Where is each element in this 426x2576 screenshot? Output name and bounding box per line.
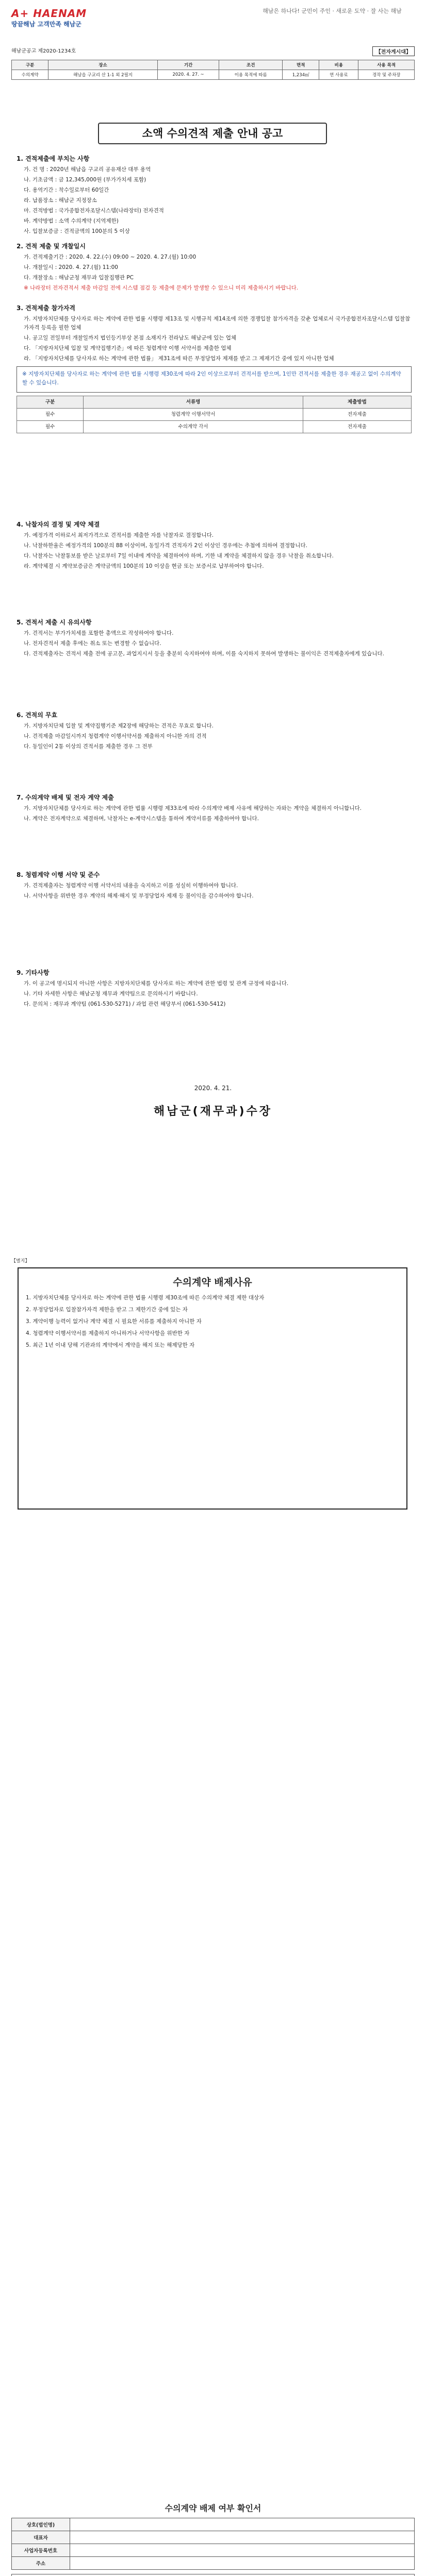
section-line: 가. 이 공고에 명시되지 아니한 사항은 지방자치단체를 당사자로 하는 계약에 관한 법령 및 관계 규정에 따릅니다. (24, 980, 289, 987)
form-label: 상호(법인명) (12, 2518, 70, 2531)
info-header: 장소 (48, 60, 157, 70)
meta-line (11, 46, 415, 57)
section-line: 나. 기초금액 : 금 12,345,000원 (부가가치세 포함) (24, 177, 146, 183)
doc-header: 서류명 (84, 396, 303, 409)
announcement-date: 2020. 4. 21. (194, 1084, 232, 1092)
section-line: 다. 개찰장소 : 해남군청 재무과 입찰집행관 PC (24, 275, 134, 281)
section-line: 라. 계약체결 시 계약보증금은 계약금액의 100분의 10 이상을 현금 또는 보증서로 납부하여야 합니다. (24, 563, 264, 569)
section-line: 다. 낙찰자는 낙찰통보를 받은 날로부터 7일 이내에 계약을 체결하여야 하며, 기한 내 계약을 체결하지 않을 경우 낙찰을 취소합니다. (24, 553, 334, 559)
section-line: 가. 지방자치단체 입찰 및 계약집행기준 제2장에 해당하는 견적은 무효로 합니다. (24, 723, 214, 729)
notice-text: ※ 지방자치단체를 당사자로 하는 계약에 관한 법률 시행령 제30조에 따라 2인 이상으로부터 견적서를 받으며, 1인만 견적서를 제출한 경우 재공고 없이 수의계약할 수 있습니다. (22, 371, 401, 386)
section-3 (17, 304, 412, 437)
section-8 (17, 871, 412, 902)
section-line: 가. 지방자치단체를 당사자로 하는 계약에 관한 법률 시행령 제33조에 따라 수의계약 배제 사유에 해당하는 자와는 계약을 체결하지 아니합니다. (24, 805, 362, 811)
section-heading: 3. 견적제출 참가자격 (17, 304, 76, 312)
confirmation-form (11, 2499, 415, 2576)
section-line: 가. 예정가격 이하로서 최저가격으로 견적서를 제출한 자를 낙찰자로 결정합니다. (24, 532, 214, 538)
doc-cell: 필수 (17, 421, 84, 433)
form-label: 대표자 (12, 2531, 70, 2544)
notice-box (17, 366, 412, 393)
info-cell: 1,234㎡ (283, 70, 319, 80)
announcement-number: 해남군공고 제2020-1234호 (11, 48, 76, 54)
section-5 (17, 618, 412, 660)
document-table (17, 396, 412, 433)
info-cell: 이용 목적에 따름 (219, 70, 283, 80)
section-line: 가. 견적제출기간 : 2020. 4. 22.(수) 09:00 ~ 2020. 4. 27.(월) 10:00 (24, 254, 196, 260)
section-line: 사. 입찰보증금 : 견적금액의 100분의 5 이상 (24, 228, 130, 234)
table-row (12, 2574, 415, 2576)
issuer-name: 해남군(재무과)수장 (153, 1105, 273, 1118)
exclusion-item: 3. 계약이행 능력이 없거나 계약 체결 시 필요한 서류를 제출하지 아니한 자 (26, 1318, 202, 1325)
info-cell: 수의계약 (12, 70, 48, 80)
section-note: ※ 나라장터 전자견적서 제출 마감일 전에 시스템 점검 등 제출에 문제가 발생할 수 있으니 미리 제출하시기 바랍니다. (24, 285, 299, 291)
page-title: 소액 수의견적 제출 안내 공고 (98, 123, 327, 144)
table-row (12, 2557, 415, 2570)
doc-header: 구분 (17, 396, 84, 409)
section-line: 마. 견적방법 : 국가종합전자조달시스템(나라장터) 전자견적 (24, 208, 164, 214)
address-field[interactable] (70, 2557, 415, 2570)
business-number-field[interactable] (70, 2544, 415, 2557)
logo (11, 7, 125, 28)
table-row (12, 2544, 415, 2557)
section-heading: 8. 청렴계약 이행 서약 및 준수 (17, 871, 100, 878)
section-6 (17, 711, 412, 753)
info-cell: 연 사용료 (319, 70, 358, 80)
doc-cell: 전자제출 (303, 421, 411, 433)
section-line: 다. 견적제출자는 견적서 제출 전에 공고문, 과업지시서 등을 충분히 숙지하여야 하며, 이를 숙지하지 못하여 발생하는 불이익은 견적제출자에게 있습니다. (24, 651, 384, 657)
exclusion-box (18, 1267, 407, 1510)
section-line: 바. 계약방법 : 소액 수의계약 (지역제한) (24, 218, 119, 224)
info-header: 사용 목적 (358, 60, 415, 70)
info-cell: 해남읍 구교리 산 1-1 외 2필지 (48, 70, 157, 80)
section-line: 다. 용역기간 : 착수일로부터 60일간 (24, 187, 109, 193)
section-2 (17, 242, 412, 294)
form-title: 수의계약 배제 여부 확인서 (165, 2503, 261, 2513)
checklist-table (11, 2574, 415, 2576)
doc-cell: 청렴계약 이행서약서 (84, 409, 303, 421)
section-7 (17, 793, 412, 825)
exclusion-item: 2. 부정당업자로 입찰참가자격 제한을 받고 그 제한기간 중에 있는 자 (26, 1307, 188, 1313)
info-header: 조건 (219, 60, 283, 70)
info-header: 면적 (283, 60, 319, 70)
logo-sub: 땅끝해남 고객만족 해남군 (11, 21, 81, 28)
company-name-field[interactable] (70, 2518, 415, 2531)
section-4 (17, 520, 412, 572)
section-9 (17, 969, 412, 1010)
table-row (17, 409, 412, 421)
section-line: 나. 견적제출 마감일시까지 청렴계약 이행서약서를 제출하지 아니한 자의 견적 (24, 733, 207, 739)
table-row (12, 2518, 415, 2531)
info-cell: 2020. 4. 27. ~ (157, 70, 219, 80)
board-stamp: 【전자게시대】 (372, 46, 415, 56)
exclusion-title: 수의계약 배제사유 (173, 1277, 252, 1288)
section-line: 다. 동일인이 2통 이상의 견적서를 제출한 경우 그 전부 (24, 743, 153, 750)
exclusion-item: 4. 청렴계약 이행서약서를 제출하지 아니하거나 서약사항을 위반한 자 (26, 1330, 190, 1336)
table-row (17, 421, 412, 433)
representative-field[interactable] (70, 2531, 415, 2544)
form-table (11, 2518, 415, 2570)
header (11, 4, 415, 40)
section-line: 가. 견적서는 부가가치세를 포함한 총액으로 작성하여야 합니다. (24, 630, 174, 636)
section-line: 가. 견적제출자는 청렴계약 이행 서약서의 내용을 숙지하고 이를 성실히 이행하여야 합니다. (24, 883, 238, 889)
section-line: 가. 지방자치단체를 당사자로 하는 계약에 관한 법률 시행령 제13조 및 시행규칙 제14조에 의한 경쟁입찰 참가자격을 갖춘 업체로서 국가종합전자조달시스템 입찰참가자격 등록을 필한 업체 (24, 316, 411, 331)
section-line: 다. 문의처 : 재무과 계약팀 (061-530-5271) / 과업 관련 해당부서 (061-530-5412) (24, 1001, 226, 1007)
slogan: 해남은 하나다! 군민이 주인 · 새로운 도약 · 잘 사는 해남 (263, 8, 402, 14)
form-label: 주소 (12, 2557, 70, 2570)
section-heading: 1. 견적제출에 부치는 사항 (17, 155, 90, 162)
form-label: 사업자등록번호 (12, 2544, 70, 2557)
section-line: 라. 납품장소 : 해남군 지정장소 (24, 197, 97, 204)
section-line: 다. 「지방자치단체 입찰 및 계약집행기준」에 따른 청렴계약 이행 서약서를 제출한 업체 (24, 345, 232, 351)
attachment-label: 【별지】 (11, 1259, 30, 1264)
section-line: 나. 서약사항을 위반한 경우 계약의 해제·해지 및 부정당업자 제재 등 불이익을 감수하여야 합니다. (24, 893, 254, 899)
section-heading: 6. 견적의 무효 (17, 711, 58, 719)
section-heading: 5. 견적서 제출 시 유의사항 (17, 619, 92, 626)
section-line: 나. 공고일 전일부터 개찰일까지 법인등기부상 본점 소재지가 전라남도 해남군에 있는 업체 (24, 335, 237, 341)
section-line: 나. 전자견적서 제출 후에는 취소 또는 변경할 수 없습니다. (24, 640, 161, 647)
doc-cell: 필수 (17, 409, 84, 421)
info-header: 구분 (12, 60, 48, 70)
info-table (11, 60, 415, 80)
section-line: 라. 「지방자치단체를 당사자로 하는 계약에 관한 법률」 제31조에 따른 부정당업자 제재를 받고 그 제재기간 중에 있지 아니한 업체 (24, 355, 334, 362)
section-line: 나. 계약은 전자계약으로 체결하며, 낙찰자는 e-계약시스템을 통하여 계약서류를 제출하여야 합니다. (24, 816, 259, 822)
exclusion-item: 1. 지방자치단체를 당사자로 하는 계약에 관한 법률 시행령 제30조에 따른 수의계약 체결 제한 대상자 (26, 1295, 265, 1301)
info-header: 기간 (157, 60, 219, 70)
section-line: 나. 낙찰하한율은 예정가격의 100분의 88 이상이며, 동일가격 견적자가 2인 이상인 경우에는 추첨에 의하여 결정합니다. (24, 543, 307, 549)
info-table-header (12, 60, 415, 70)
doc-header: 제출방법 (303, 396, 411, 409)
section-line: 가. 건 명 : 2020년 해남읍 구교리 공유재산 대부 용역 (24, 166, 151, 173)
logo-main: A+ HAENAM (11, 7, 87, 20)
section-line: 나. 개찰일시 : 2020. 4. 27.(월) 11:00 (24, 264, 118, 270)
table-row (12, 2531, 415, 2544)
section-heading: 7. 수의계약 배제 및 전자 계약 제출 (17, 794, 114, 801)
table-row (12, 70, 415, 80)
exclusion-item: 5. 최근 1년 이내 당해 기관과의 계약에서 계약을 해지 또는 해제당한 자 (26, 1342, 195, 1348)
doc-cell: 수의계약 각서 (84, 421, 303, 433)
info-header: 비용 (319, 60, 358, 70)
section-line: 나. 기타 자세한 사항은 해남군청 재무과 계약팀으로 문의하시기 바랍니다. (24, 991, 198, 997)
doc-cell: 전자제출 (303, 409, 411, 421)
info-cell: 경작 및 주차장 (358, 70, 415, 80)
section-1 (17, 155, 412, 238)
section-heading: 9. 기타사항 (17, 969, 50, 976)
checklist-item (12, 2574, 415, 2576)
section-heading: 2. 견적 제출 및 개찰일시 (17, 243, 86, 250)
section-heading: 4. 낙찰자의 결정 및 계약 체결 (17, 521, 100, 528)
